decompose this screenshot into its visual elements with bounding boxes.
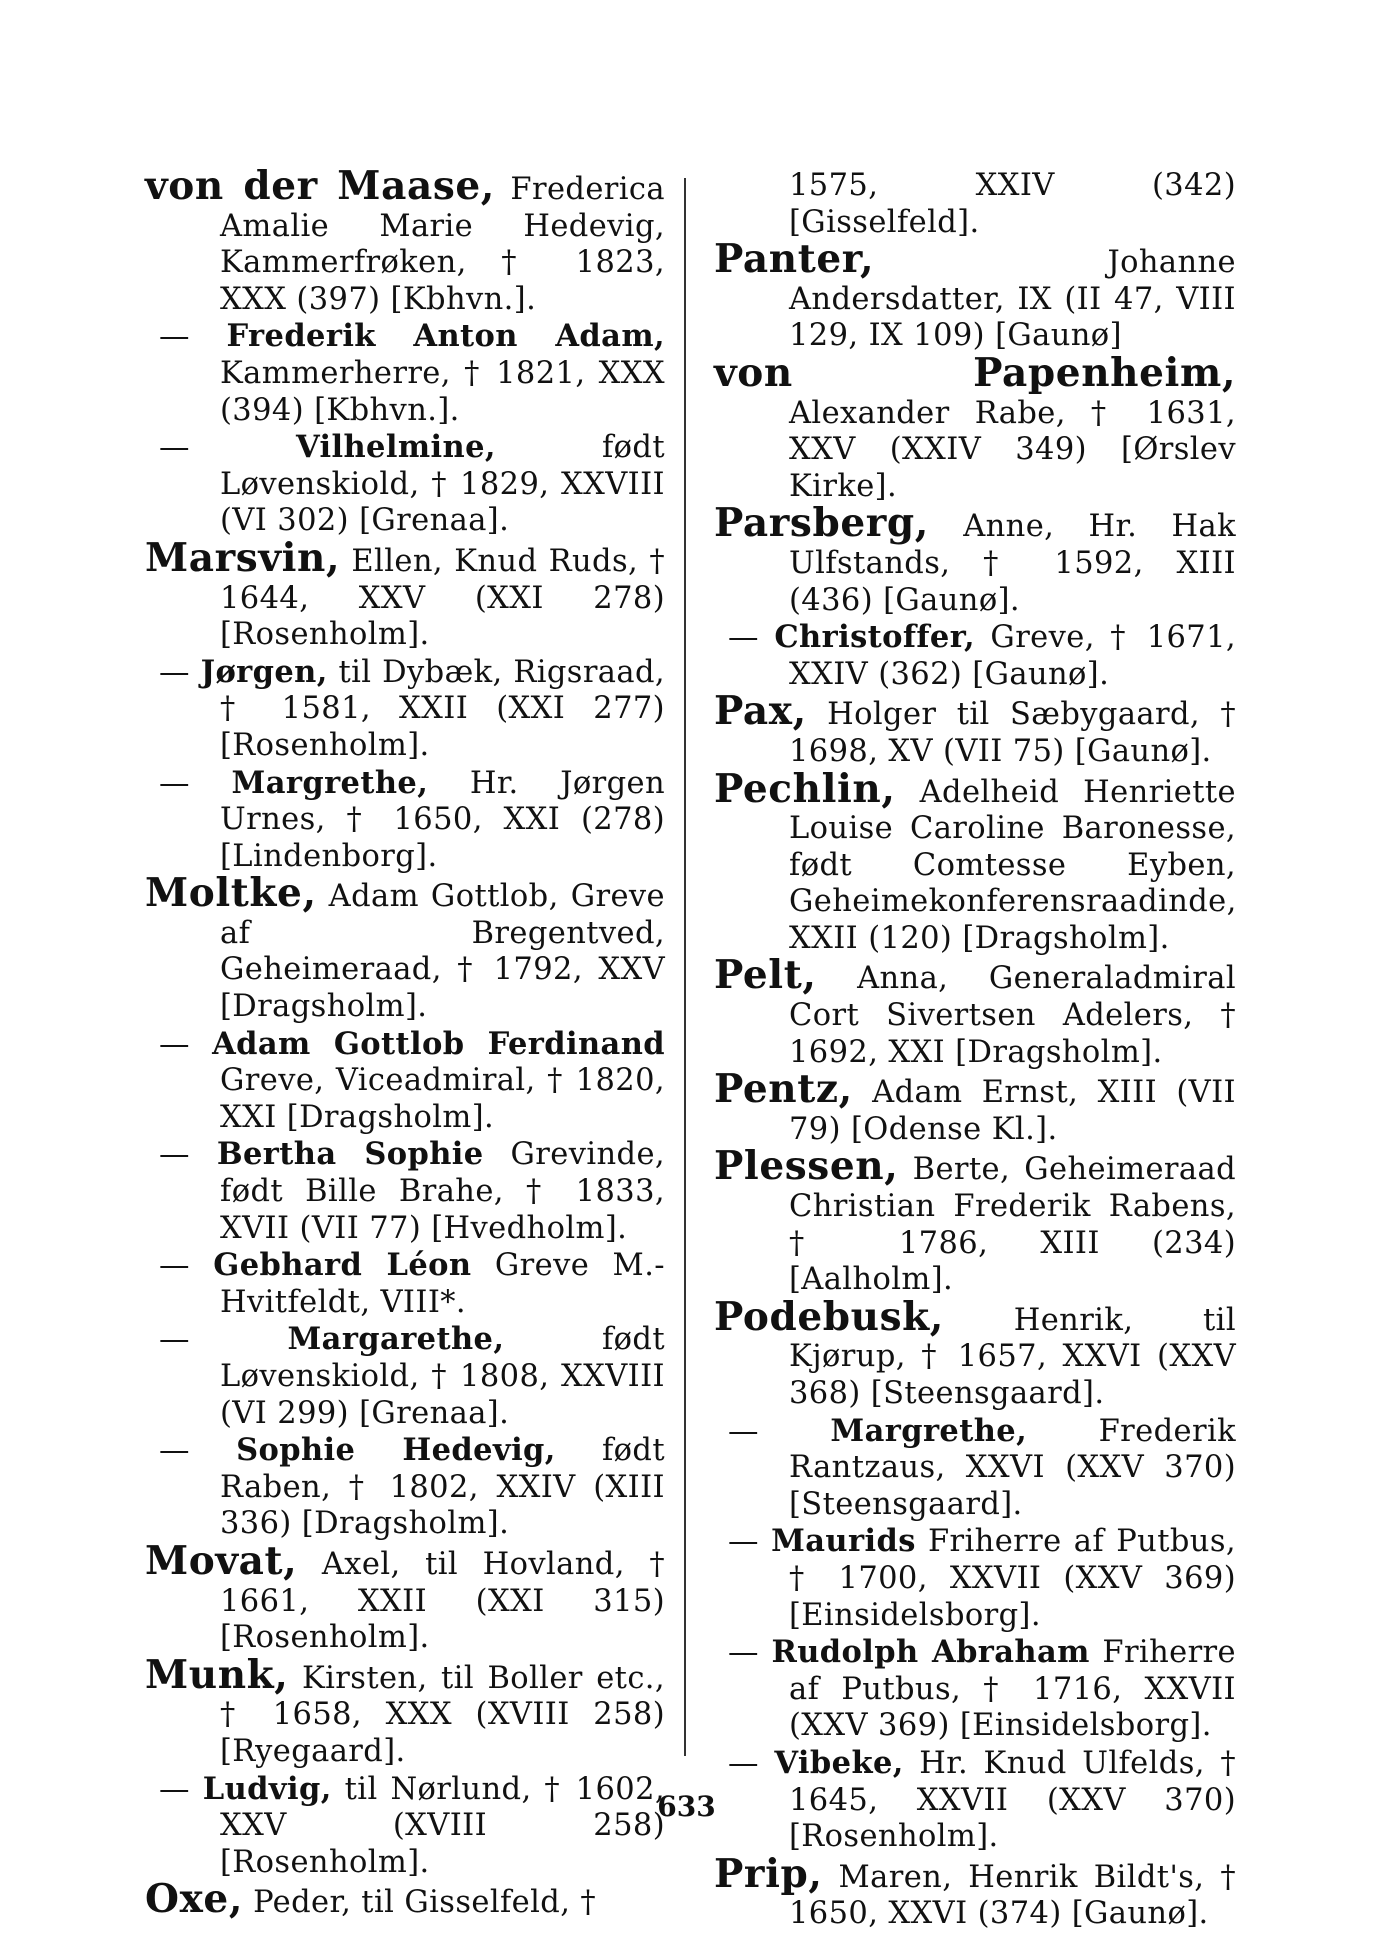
entry-surname: von der Maase,: [145, 163, 495, 209]
index-entry: [145, 163, 665, 318]
index-entry: [145, 654, 665, 765]
entry-text: Greve, Viceadmiral, † 1820, XXI [Dragsholm].: [220, 1063, 665, 1135]
entry-text: Anne, Hr. Hak Ulfstands, † 1592, XIII (436) [Gaunø].: [789, 509, 1236, 618]
index-entry: [714, 1143, 1236, 1298]
entry-surname: Munk,: [145, 1651, 289, 1698]
index-entry: [714, 1066, 1236, 1148]
index-entry: [714, 1293, 1236, 1413]
entry-surname: von Papenheim,: [714, 349, 1236, 396]
entry-surname: Movat,: [145, 1537, 298, 1584]
entry-surname: Moltke,: [145, 870, 317, 917]
entry-surname: Pechlin,: [714, 765, 896, 812]
entry-dash: —: [159, 430, 296, 466]
entry-surname: Marsvin,: [145, 534, 341, 581]
entry-dash: —: [159, 1137, 217, 1173]
entry-name: Margrethe,: [231, 764, 429, 801]
entry-name: Frederik Anton Adam,: [226, 318, 666, 355]
entry-dash: —: [159, 1248, 214, 1284]
index-entry: [714, 619, 1236, 693]
index-entry: [714, 500, 1236, 619]
entry-text: 1575, XXIV (342) [Gisselfeld].: [789, 168, 1236, 240]
index-entry: [145, 1247, 665, 1321]
entry-text: Henrik, til Kjørup, † 1657, XXVI (XXV 368) [Steensgaard].: [789, 1302, 1236, 1411]
index-entry: [714, 1523, 1236, 1634]
index-entry: [145, 1026, 665, 1137]
entry-name: Christoffer,: [774, 619, 975, 656]
entry-text: Anna, Generaladmiral Cort Sivertsen Adelers, † 1692, XXI [Dragsholm].: [789, 961, 1236, 1070]
entry-name: Ludvig,: [202, 1770, 332, 1807]
entry-text: Kirsten, til Boller etc., † 1658, XXX (XVIII 258) [Ryegaard].: [220, 1660, 665, 1769]
right-column: [714, 168, 1236, 1933]
entry-dash: —: [159, 319, 227, 355]
entry-text: Alexander Rabe, † 1631, XXV (XXIV 349) [Ørslev Kirke].: [789, 395, 1236, 504]
entry-text: Adam Ernst, XIII (VII 79) [Odense Kl.].: [789, 1075, 1236, 1147]
index-entry: [145, 1321, 665, 1432]
entry-text: Ellen, Knud Ruds, † 1644, XXV (XXI 278) [Rosenholm].: [220, 543, 665, 653]
left-column: [145, 163, 666, 1923]
entry-text: Greve M.-Hvitfeldt, VIII*.: [220, 1248, 665, 1320]
entry-text: Friherre af Putbus, † 1716, XXVII (XXV 369) [Einsidelsborg].: [789, 1635, 1236, 1744]
index-entry: [714, 765, 1237, 958]
entry-text: Greve, † 1671, XXIV (362) [Gaunø].: [789, 620, 1237, 692]
index-entry: [145, 1651, 665, 1771]
entry-name: Sophie Hedevig,: [236, 1432, 556, 1469]
entry-text: Adam Gottlob, Greve af Bregentved, Geheimeraad, † 1792, XXV [Dragsholm].: [220, 879, 665, 1025]
index-entry: [145, 429, 665, 540]
entry-name: Vibeke,: [774, 1744, 904, 1781]
entry-text: Frederica Amalie Marie Hedevig, Kammerfrøken, † 1823, XXX (397) [Kbhvn.].: [220, 172, 665, 317]
entry-text: Friherre af Putbus, † 1700, XXVII (XXV 369) [Einsidelsborg].: [789, 1524, 1236, 1633]
entry-name: Adam Gottlob Ferdinand: [212, 1025, 666, 1062]
entry-surname: Plessen,: [714, 1143, 899, 1190]
index-entry: [714, 1634, 1236, 1745]
entry-surname: Panter,: [714, 236, 875, 283]
entry-text: Frederik Rantzaus, XXVI (XXV 370) [Steensgaard].: [789, 1413, 1237, 1522]
entry-text: Axel, til Hovland, † 1661, XXII (XXI 315) [Rosenholm].: [220, 1546, 665, 1656]
entry-text: Grevinde, født Bille Brahe, † 1833, XVII (VII 77) [Hvedholm].: [220, 1137, 665, 1246]
entry-dash: —: [159, 1322, 288, 1358]
entry-text: til Dybæk, Rigsraad, † 1581, XXII (XXI 277) [Rosenholm].: [220, 654, 665, 763]
entry-dash: —: [728, 1635, 772, 1671]
entry-text: Kammerherre, † 1821, XXX (394) [Kbhvn.].: [220, 355, 665, 428]
index-entry: [145, 1876, 665, 1923]
entry-text: Peder, til Gisselfeld, †: [243, 1885, 597, 1921]
entry-text: født Løvenskiold, † 1808, XXVIII (VI 299) [Grenaa].: [220, 1322, 665, 1431]
entry-text: Maren, Henrik Bildt's, † 1650, XXVI (374) [Gaunø].: [789, 1859, 1236, 1932]
index-entry: [714, 952, 1236, 1071]
entry-dash: —: [159, 1771, 203, 1807]
entry-name: Bertha Sophie: [216, 1136, 484, 1173]
entry-text: født Løvenskiold, † 1829, XXVIII (VI 302) [Grenaa].: [220, 430, 665, 539]
entry-dash: —: [159, 1433, 237, 1469]
entry-dash: —: [159, 765, 232, 801]
index-entry: [145, 1771, 665, 1882]
index-entry: [145, 318, 665, 429]
index-entry: [714, 688, 1236, 770]
index-entry: [145, 870, 665, 1025]
index-entry: [714, 1413, 1236, 1524]
column-divider: [684, 178, 686, 1756]
entry-surname: Prip,: [714, 1850, 823, 1897]
entry-name: Rudolph Abraham: [771, 1634, 1090, 1671]
entry-text: Hr. Jørgen Urnes, † 1650, XXI (278) [Lindenborg].: [220, 765, 666, 874]
entry-surname: Oxe,: [145, 1876, 244, 1923]
index-entry: [714, 349, 1236, 505]
entry-name: Jørgen,: [200, 653, 328, 690]
index-entry: [714, 168, 1236, 241]
entry-text: Berte, Geheimeraad Christian Frederik Rabens, † 1786, XIII (234) [Aalholm].: [789, 1152, 1236, 1298]
entry-surname: Pentz,: [714, 1066, 853, 1113]
entry-text: Hr. Knud Ulfelds, † 1645, XXVII (XXV 370) [Rosenholm].: [789, 1745, 1236, 1855]
entry-text: Holger til Sæbygaard, † 1698, XV (VII 75) [Gaunø].: [789, 697, 1236, 769]
index-entry: [714, 1850, 1236, 1933]
entry-name: Margarethe,: [287, 1321, 505, 1358]
entry-dash: —: [728, 1524, 772, 1560]
entry-dash: —: [159, 1026, 213, 1062]
entry-dash: —: [728, 1745, 775, 1781]
index-entry: [145, 1136, 665, 1247]
entry-name: Maurids: [771, 1523, 916, 1560]
index-entry: [714, 236, 1236, 355]
index-entry: [145, 1432, 665, 1543]
entry-dash: —: [728, 1413, 831, 1449]
entry-text: Johanne Andersdatter, IX (II 47, VIII 129, IX 109) [Gaunø]: [789, 245, 1236, 354]
entry-name: Margrethe,: [830, 1412, 1028, 1449]
index-entry: [145, 1537, 665, 1657]
index-entry: [145, 765, 665, 876]
entry-text: Adelheid Henriette Louise Caroline Baronesse, født Comtesse Eyben, Geheimekonferensraadinde, XXII (120) [Dragsholm].: [789, 774, 1237, 956]
entry-surname: Pelt,: [714, 952, 817, 999]
entry-surname: Podebusk,: [714, 1293, 944, 1340]
entry-text: født Raben, † 1802, XXIV (XIII 336) [Dragsholm].: [220, 1433, 665, 1542]
entry-surname: Parsberg,: [714, 500, 929, 547]
entry-dash: —: [159, 654, 201, 690]
entry-text: til Nørlund, † 1602, XXV (XVIII 258) [Rosenholm].: [220, 1771, 665, 1880]
entry-dash: —: [728, 620, 775, 656]
index-entry: [145, 534, 665, 654]
page-number: 633: [657, 1790, 716, 1823]
entry-name: Gebhard Léon: [213, 1247, 472, 1284]
entry-name: Vilhelmine,: [295, 429, 496, 466]
entry-surname: Pax,: [714, 688, 807, 735]
